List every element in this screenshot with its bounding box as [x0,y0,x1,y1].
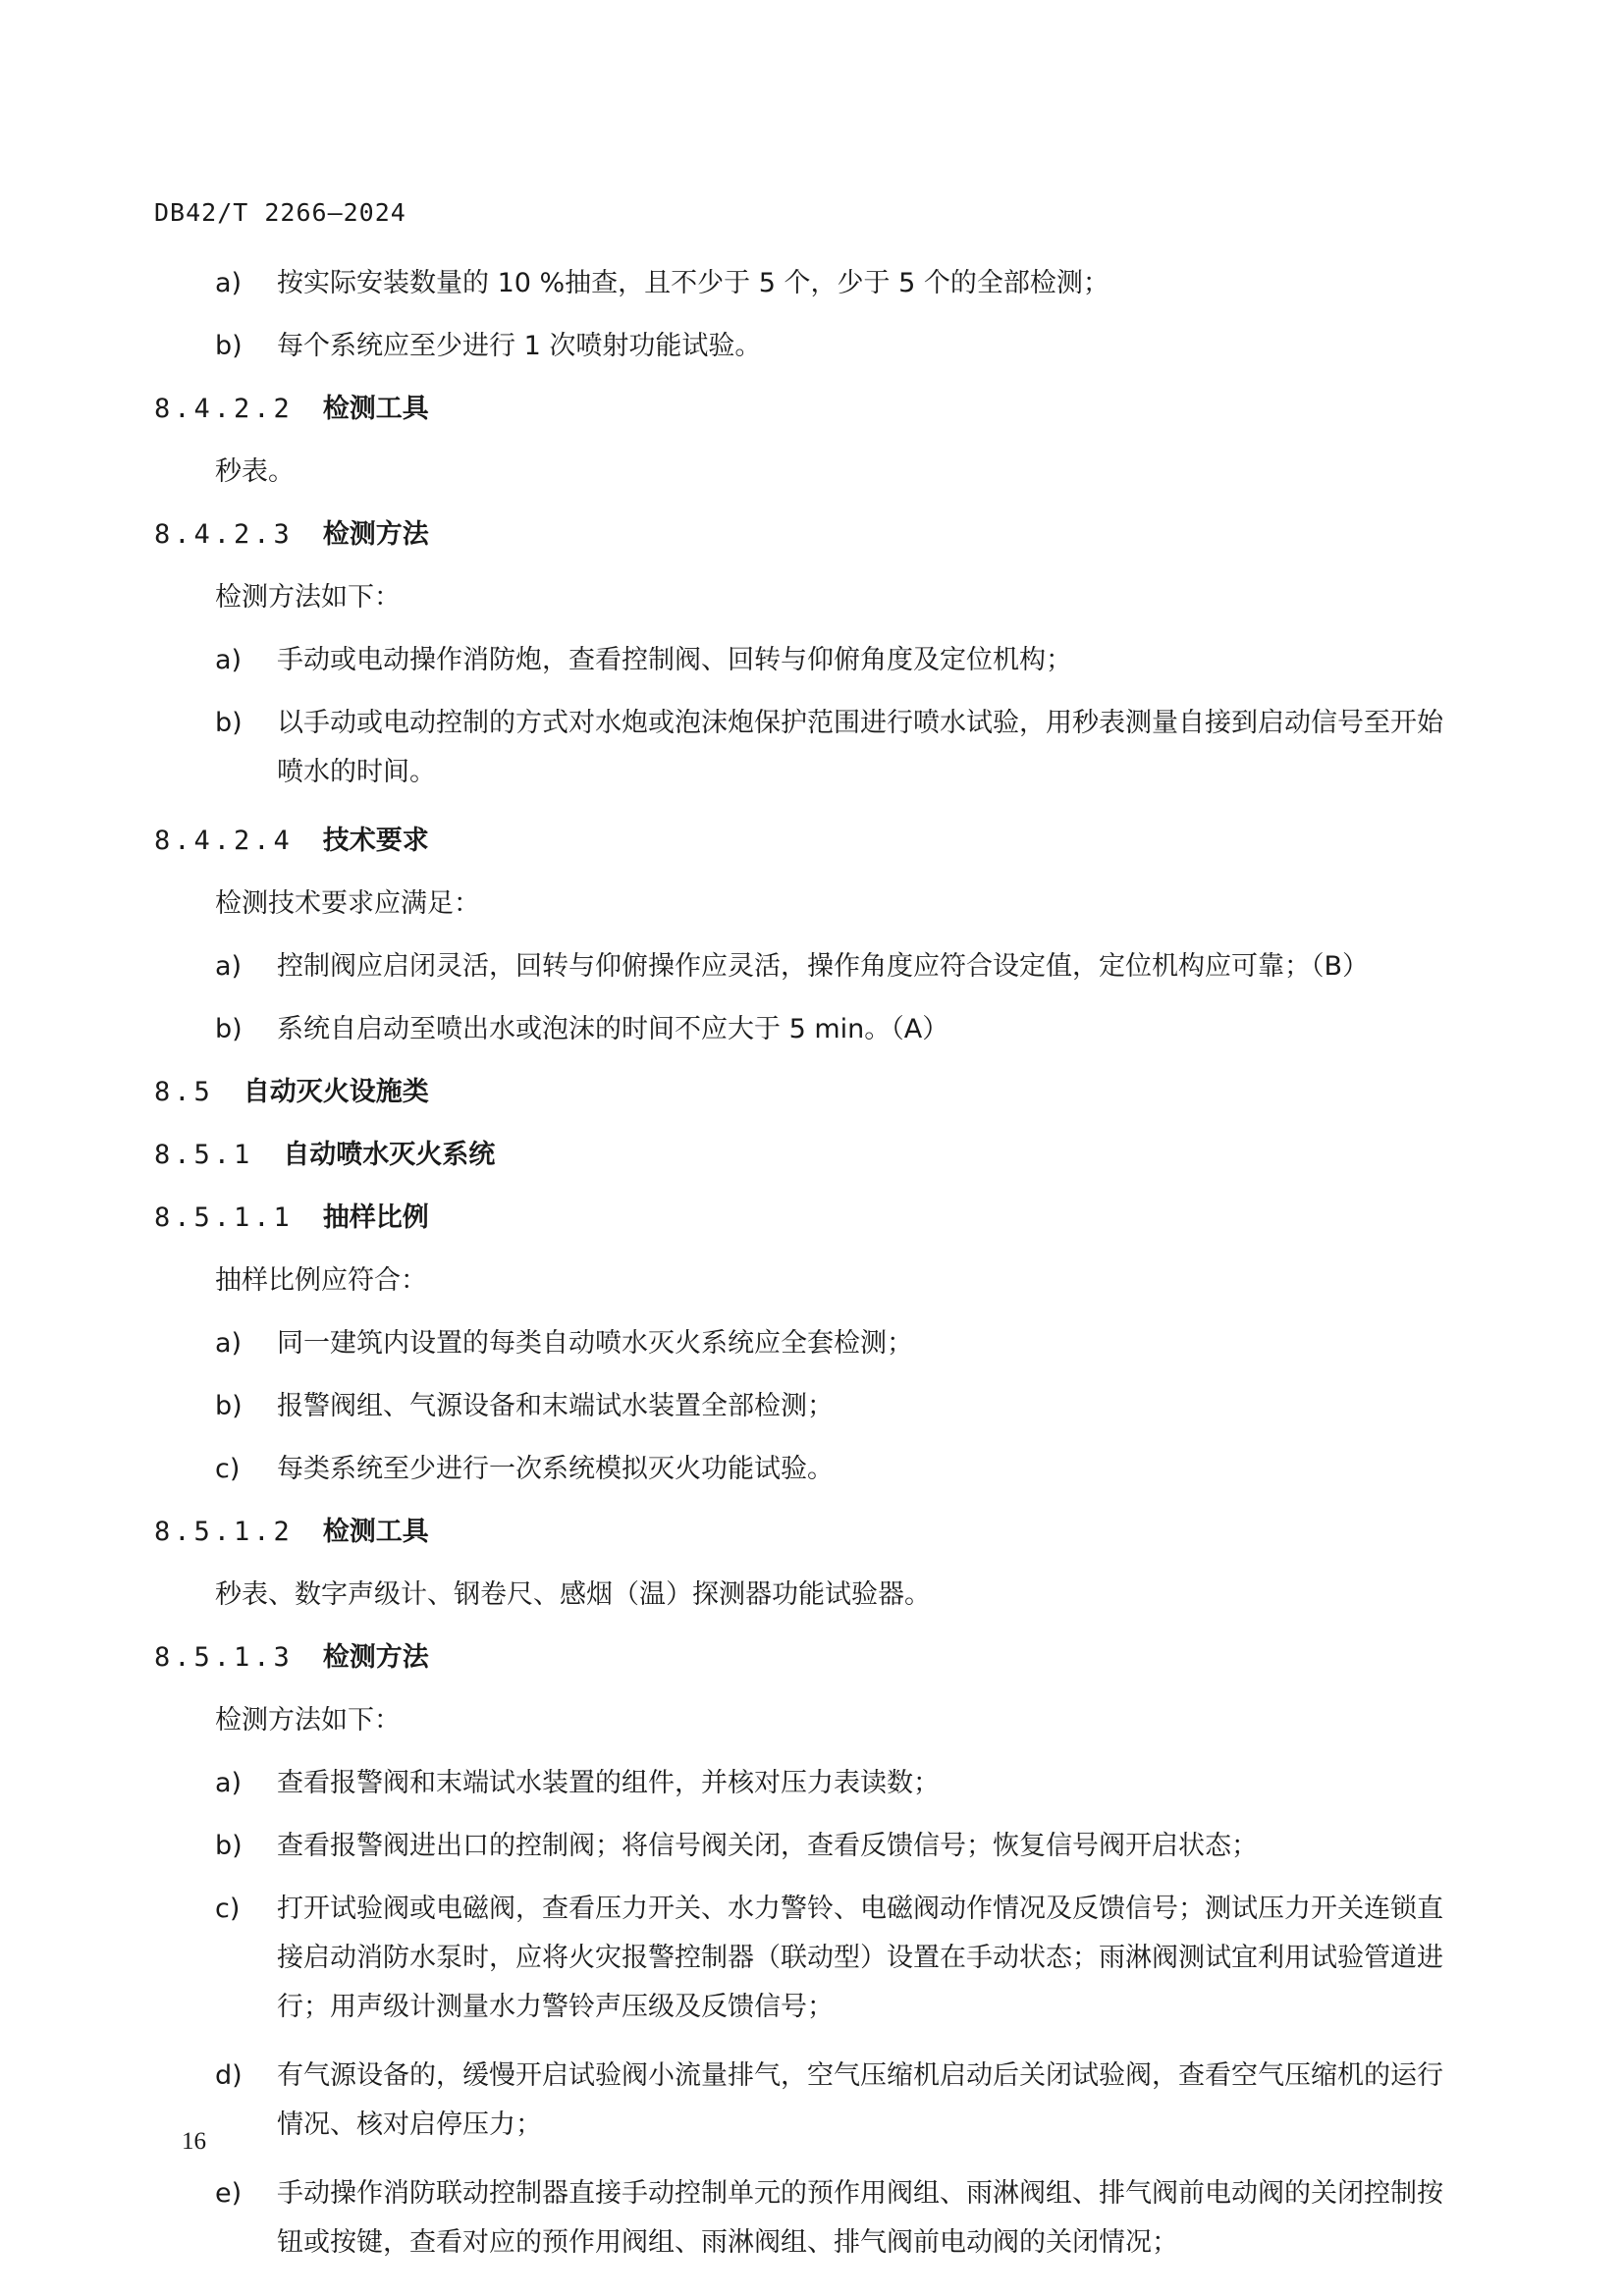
list-item [154,1765,1450,1802]
section-heading [154,1200,1450,1237]
list-label: a) [215,1328,243,1359]
list-text: 控制阀应启闭灵活，回转与仰俯操作应灵活，操作角度应符合设定值，定位机构应可靠；（B） [277,951,1370,982]
list-item [154,1451,1450,1488]
section-title: 自动灭火设施类 [243,1077,429,1107]
list-label: a) [215,1768,243,1798]
section-heading [154,1514,1450,1551]
section-title: 技术要求 [322,826,429,856]
list-text: 打开试验阀或电磁阀，查看压力开关、水力警铃、电磁阀动作情况及反馈信号；测试压力开关连锁直接启动消防水泵时，应将火灾报警控制器（联动型）设置在手动状态；雨淋阀测试宜利用试验管道进行；用声级计测量水力警铃声压级及反馈信号； [277,1894,1443,2022]
list-label: a) [215,645,243,675]
list-text: 每类系统至少进行一次系统模拟灭火功能试验。 [277,1454,834,1484]
list-item [154,328,1450,365]
paragraph: 秒表。 [215,456,295,487]
section-number: 8.5.1 [154,1140,254,1170]
list-item [154,265,1450,302]
list-item [154,1891,1450,2032]
section-heading [154,823,1450,860]
list-text: 查看报警阀和末端试水装置的组件，并核对压力表读数； [277,1768,940,1798]
list-label: c) [215,1454,241,1484]
section-number: 8.4.2.3 [154,519,294,550]
document-number: DB42/T 2266—2024 [154,198,406,227]
list-label: e) [215,2178,243,2209]
list-label: b) [215,1831,243,1861]
paragraph: 抽样比例应符合： [215,1265,427,1296]
list-item [154,705,1450,797]
paragraph: 秒表、数字声级计、钢卷尺、感烟（温）探测器功能试验器。 [215,1579,931,1610]
list-text: 有气源设备的，缓慢开启试验阀小流量排气，空气压缩机启动后关闭试验阀，查看空气压缩机的运行情况、核对启停压力； [277,2060,1443,2140]
list-item [154,1325,1450,1362]
section-heading [154,1074,1450,1111]
list-label: d) [215,2060,243,2091]
list-label: b) [215,708,243,738]
list-text: 以手动或电动控制的方式对水炮或泡沫炮保护范围进行喷水试验，用秒表测量自接到启动信号至开始喷水的时间。 [277,708,1443,787]
paragraph: 检测方法如下： [215,582,401,613]
section-title: 检测方法 [322,519,429,550]
list-item [154,1828,1450,1865]
list-text: 手动或电动操作消防炮，查看控制阀、回转与仰俯角度及定位机构； [277,645,1072,675]
list-text: 每个系统应至少进行 1 次喷射功能试验。 [277,331,762,361]
list-label: b) [215,1391,243,1421]
document-body [154,265,1450,2293]
section-title: 检测工具 [322,394,429,424]
paragraph: 检测技术要求应满足： [215,888,480,919]
list-item [154,948,1450,986]
section-heading [154,1639,1450,1677]
section-title: 抽样比例 [322,1202,429,1233]
list-label: c) [215,1894,241,1924]
section-number: 8.5.1.3 [154,1642,294,1673]
list-label: b) [215,331,243,361]
list-label: a) [215,951,243,982]
list-text: 按实际安装数量的 10 %抽查，且不少于 5 个，少于 5 个的全部检测； [277,268,1110,298]
section-number: 8.4.2.2 [154,394,294,424]
section-title: 自动喷水灭火系统 [283,1140,496,1170]
section-title: 检测方法 [322,1642,429,1673]
page-number: 16 [182,2128,206,2155]
section-heading [154,516,1450,554]
list-text: 系统自启动至喷出水或泡沫的时间不应大于 5 min。（A） [277,1014,949,1044]
section-number: 8.5 [154,1077,214,1107]
list-label: b) [215,1014,243,1044]
section-heading [154,391,1450,428]
list-text: 手动操作消防联动控制器直接手动控制单元的预作用阀组、雨淋阀组、排气阀前电动阀的关闭控制按钮或按键，查看对应的预作用阀组、雨淋阀组、排气阀前电动阀的关闭情况； [277,2178,1443,2258]
section-number: 8.5.1.2 [154,1517,294,1547]
list-item [154,642,1450,679]
list-text: 报警阀组、气源设备和末端试水装置全部检测； [277,1391,834,1421]
section-number: 8.4.2.4 [154,826,294,856]
paragraph: 检测方法如下： [215,1705,401,1735]
section-heading [154,1137,1450,1174]
list-text: 同一建筑内设置的每类自动喷水灭火系统应全套检测； [277,1328,913,1359]
section-title: 检测工具 [322,1517,429,1547]
list-text: 查看报警阀进出口的控制阀；将信号阀关闭，查看反馈信号；恢复信号阀开启状态； [277,1831,1258,1861]
list-item [154,1011,1450,1048]
list-item [154,2175,1450,2268]
list-label: a) [215,268,243,298]
list-item [154,1388,1450,1425]
list-item [154,2057,1450,2150]
section-number: 8.5.1.1 [154,1202,294,1233]
